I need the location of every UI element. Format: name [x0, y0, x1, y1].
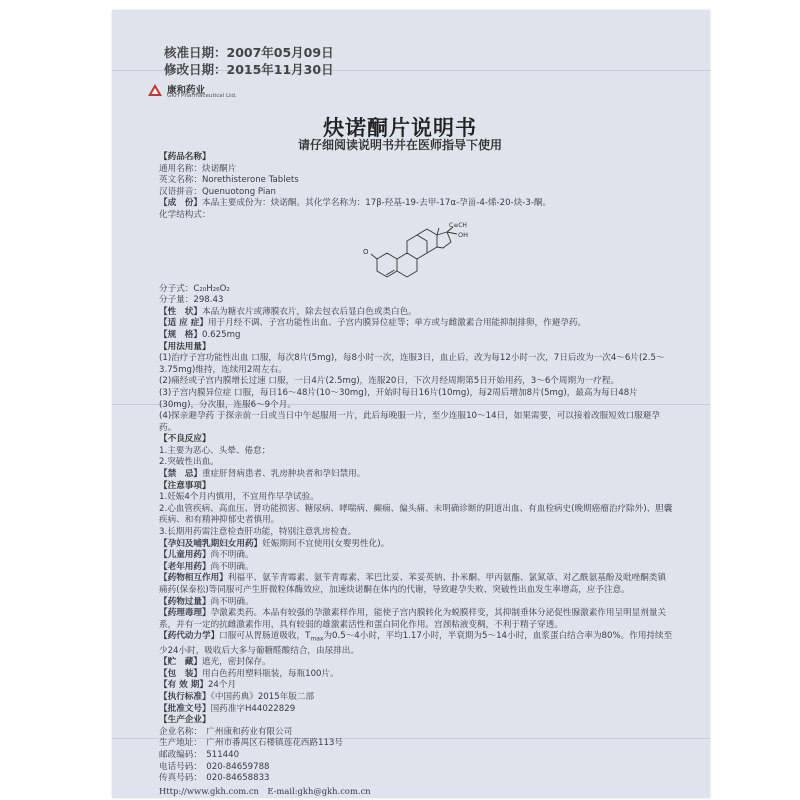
usage-item-3: (3)子宫内膜异位症 口服，每日16～48片(10～30mg)，开始时每日16片(10mg)，每2周后增加8片(5mg)，最高为每日48片(30mg)，分次服，连服6～9个月。	[159, 387, 638, 410]
adverse-item-2: 2.突破性出血。	[159, 457, 219, 468]
section-heading-usage: 【用法用量】	[159, 341, 211, 352]
chemical-structure-diagram	[359, 222, 489, 284]
overdose-text: 尚不明确。	[210, 596, 254, 607]
usage-item-2: (2)痛经或子宫内膜增长过速 口服，一日4片(2.5mg)，连服20日，下次月经周期第5日开始用药，3～6个周期为一疗程。	[159, 376, 620, 387]
molecular-weight: 分子量：298.43	[159, 295, 224, 306]
caution-item-3: 3.长期用药需注意检查肝功能，特别注意乳房检查。	[159, 527, 357, 538]
revision-date: 修改日期：2015年11月30日	[164, 62, 334, 77]
usage-item-1: (1)治疗子宫功能性出血 口服，每次8片(5mg)，每8小时一次，连服3日，血止后，改为每12小时一次，7日后改为一次4～6片(2.5～3.75mg)维持，连续用2周左右。	[159, 353, 665, 375]
interactions-text: 利福平、氨苄青霉素、氨苄青霉素、苯巴比妥、苯妥英钠、扑米酮、甲丙氨酯、氯氮䓬、对乙酰氨基酚及吡唑酮类镇痛药(保泰松)等同服可产生肝微粒体酶效应，加速炔诺酮在体内的代谢，导致避孕失败、突破性出血发生率增高，应予注意。	[159, 573, 667, 595]
ethynyl-label: C≡CH	[449, 221, 467, 229]
section-tag-validity: 【有 效 期】	[159, 680, 208, 691]
section-heading-manufacturer: 【生产企业】	[159, 715, 211, 726]
english-name: 英文名称：Norethisterone Tablets	[159, 175, 299, 186]
package-row	[159, 669, 673, 681]
section-heading-drug-name: 【药品名称】	[159, 152, 211, 162]
structure-diagram-area	[159, 222, 673, 284]
section-tag-pharmacology: 【药理毒理】	[159, 608, 211, 619]
document-dates	[164, 44, 334, 78]
section-tag-composition: 【成 份】	[159, 198, 202, 209]
pregnancy-row	[159, 539, 673, 551]
section-tag-overdose: 【药物过量】	[159, 596, 211, 607]
approval-number-text: 国药准字H44022829	[210, 703, 296, 714]
molecular-formula: 分子式：C₂₀H₂₆O₂	[159, 283, 230, 294]
standard-row	[159, 692, 673, 704]
approval-date: 核准日期：2007年05月09日	[164, 45, 334, 60]
section-tag-interactions: 【药物相互作用】	[159, 573, 228, 584]
section-tag-standard: 【执行标准】	[159, 692, 211, 703]
section-tag-character: 【性 状】	[159, 306, 202, 317]
website-email-footer[interactable]: Http://www.gkh.com.cn E-mail:gkh@gkh.com.cn	[159, 785, 371, 796]
pregnancy-text: 妊娠期间不宜使用(女婴男性化)。	[262, 538, 390, 549]
character-row	[159, 307, 673, 319]
spec-text: 0.625mg	[201, 329, 241, 340]
pharmacology-row	[159, 608, 673, 631]
pharmacokinetics-row	[159, 631, 673, 657]
children-row	[159, 550, 673, 562]
storage-text: 遮光，密封保存。	[201, 657, 271, 668]
section-tag-storage: 【贮 藏】	[159, 657, 202, 668]
manufacturer-name: 企业名称： 广州康和药业有限公司	[159, 726, 293, 737]
triangle-logo-icon	[148, 84, 162, 96]
interactions-row	[159, 573, 673, 596]
elderly-row	[159, 562, 673, 574]
validity-row	[159, 680, 673, 692]
section-tag-elderly: 【老年用药】	[159, 561, 211, 572]
section-tag-pharmacokinetics: 【药代动力学】	[159, 631, 220, 642]
pharmacokinetics-text-b: 为0.5～4小时，平均1.17小时，半衰期为5～14小时，血浆蛋白结合率为80%。作用持续至少24小时，吸收后大多与葡糖醛酸结合，由尿排出。	[159, 631, 673, 656]
character-text: 本品为糖衣片或薄膜衣片，除去包衣后显白色或类白色。	[201, 306, 417, 317]
caution-item-2: 2.心血管疾病、高血压、肾功能损害、糖尿病、哮喘病、癫痫、偏头痛、未明确诊断的阴道出血、有血栓病史(晚期癌瘤治疗除外)、胆囊疾病、和有精神抑郁史者慎用。	[159, 503, 673, 526]
contraindications-text: 重症肝肾病患者、乳房肿块者和孕妇禁用。	[201, 469, 366, 480]
section-tag-pregnancy: 【孕妇及哺乳期妇女用药】	[159, 538, 263, 549]
document-title: 炔诺酮片说明书	[323, 116, 477, 140]
elderly-text: 尚不明确。	[210, 561, 254, 572]
approval-number-row	[159, 704, 673, 716]
composition-row	[159, 198, 673, 210]
contraindications-row	[159, 469, 673, 481]
leaflet-content	[159, 152, 673, 797]
usage-item-4: (4)探亲避孕药 于探亲前一日或当日中午起服用一片，此后每晚服一片，至少连服10～14日，如果需要，可以接着改服短效口服避孕药。	[159, 411, 660, 433]
section-tag-spec: 【规 格】	[159, 329, 202, 340]
company-name-cn: 康和药业	[167, 85, 206, 96]
section-tag-approval-number: 【批准文号】	[159, 703, 211, 714]
structure-label: 化学结构式：	[159, 209, 211, 220]
package-text: 用白色药用塑料瓶装，每瓶100片。	[201, 668, 339, 679]
adverse-item-1: 1.主要为恶心、头晕、倦怠；	[159, 445, 271, 456]
generic-name: 通用名称：炔诺酮片	[159, 163, 237, 174]
section-heading-cautions: 【注意事项】	[159, 480, 211, 491]
hydroxyl-label: OH	[458, 230, 469, 239]
ketone-label: O	[363, 247, 369, 256]
pharmacokinetics-text-a: 口服可从胃肠道吸收，T	[219, 631, 311, 642]
pharmacology-text: 孕激素类药。本品有较强的孕激素样作用，能使子宫内膜转化为蜕膜样变，其抑制垂体分泌促性腺激素作用呈明显剂量关系，并有一定的抗雌激素作用，具有较弱的雄激素活性和蛋白同化作用。宫颈粘液变稠，不利于精子穿透。	[159, 608, 667, 630]
section-heading-adverse: 【不良反应】	[159, 434, 211, 445]
tmax-subscript: max	[310, 636, 324, 644]
storage-row	[159, 657, 673, 669]
manufacturer-zip: 邮政编码： 511440	[159, 750, 240, 761]
section-tag-package: 【包 装】	[159, 668, 202, 679]
caution-item-1: 1.妊娠4个月内慎用，不宜用作早孕试验。	[159, 492, 319, 503]
section-tag-children: 【儿童用药】	[159, 550, 211, 561]
manufacturer-phone: 电话号码： 020-84659788	[159, 761, 270, 772]
indications-text: 用于月经不调、子宫功能性出血、子宫内膜异位症等；单方或与雌激素合用能抑制排卵，作避孕药。	[207, 318, 587, 329]
validity-text: 24个月	[207, 680, 237, 691]
pinyin-name: 汉语拼音：Quenuotong Pian	[159, 186, 276, 197]
company-name-en: GKH Pharmaceutical Ltd.	[167, 93, 237, 99]
indications-row	[159, 318, 673, 330]
manufacturer-address: 生产地址： 广州市番禺区石楼镇莲花西路113号	[159, 738, 343, 749]
children-text: 尚不明确。	[210, 550, 254, 561]
spec-row	[159, 330, 673, 342]
document-subtitle: 请仔细阅读说明书并在医师指导下使用	[297, 138, 502, 152]
section-tag-contraindications: 【禁 忌】	[159, 469, 202, 480]
section-tag-indications: 【适 应 症】	[159, 318, 208, 329]
overdose-row	[159, 597, 673, 609]
manufacturer-fax: 传真号码： 020-84658833	[159, 773, 270, 784]
standard-text: 《中国药典》2015年版二部	[210, 692, 315, 703]
composition-text: 本品主要成份为：炔诺酮。其化学名称为：17β-羟基-19-去甲-17α-孕甾-4-烯-20-炔-3-酮。	[201, 198, 552, 209]
